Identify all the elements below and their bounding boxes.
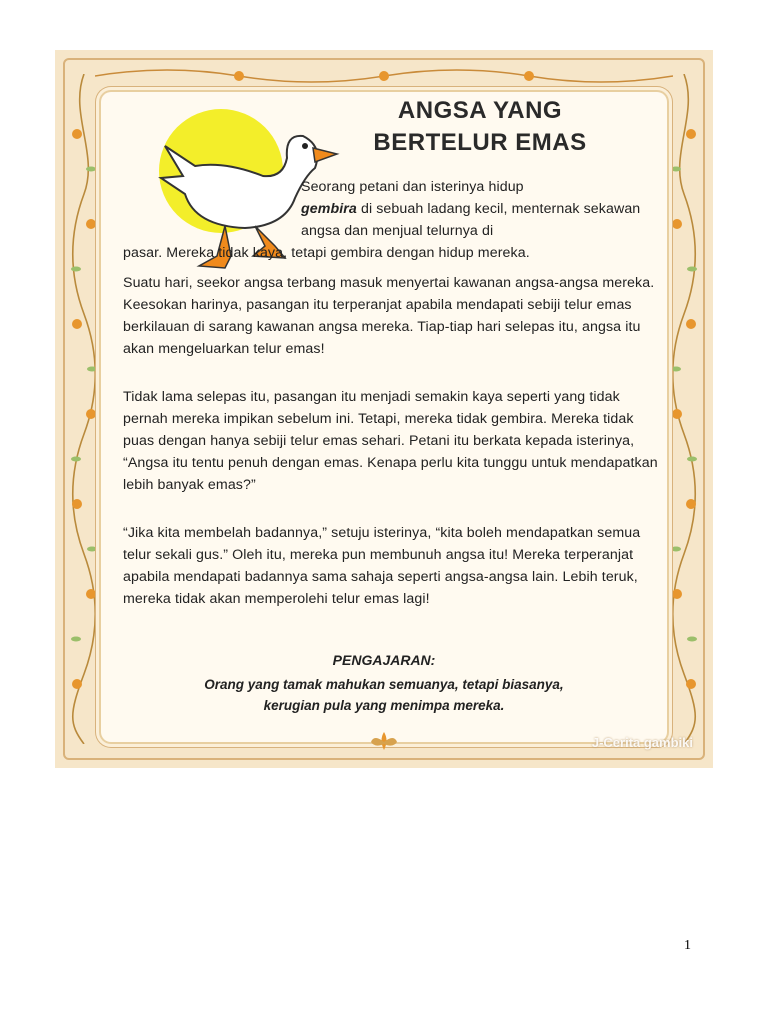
watermark: J-Cerita gambiki [591, 735, 693, 750]
page-number: 1 [684, 938, 691, 953]
paragraph-1-end [123, 242, 663, 264]
lesson-text [155, 674, 613, 716]
paragraph-1 [301, 176, 657, 242]
story-title [325, 95, 635, 159]
paragraph-2 [123, 272, 663, 360]
paragraph-3 [123, 386, 663, 496]
paragraph-4 [123, 522, 663, 610]
paragraph-1-rest: di sebuah ladang kecil, menternak sekawan angsa dan menjual telurnya di [301, 201, 641, 239]
ornament-icon [369, 730, 399, 752]
lesson-heading: PENGAJARAN: [332, 652, 436, 668]
emphasis-word: gembira [301, 201, 357, 217]
paragraph-1-end-text: pasar. Mereka tidak kaya, tetapi gembira dengan hidup mereka. [123, 245, 530, 261]
floral-border-right [667, 74, 701, 744]
story-card [55, 50, 713, 768]
paragraph-3-text: Tidak lama selepas itu, pasangan itu menjadi semakin kaya seperti yang tidak pernah mereka impikan sebelum ini. Tetapi, mereka tidak gembira. Mereka tidak puas dengan hanya sebiji telur emas sehari. Petani itu berkata kepada isterinya, “Angsa itu tentu penuh dengan emas. Kenapa perlu kita tunggu untuk mendapatkan lebih banyak emas?” [123, 389, 658, 493]
lesson-line-1: Orang yang tamak mahukan semuanya, tetapi biasanya, [204, 677, 564, 692]
paragraph-1-lead: Seorang petani dan isterinya hidup [301, 179, 524, 195]
lesson-line-2: kerugian pula yang menimpa mereka. [263, 698, 505, 713]
title-line-2: BERTELUR EMAS [373, 129, 587, 156]
paragraph-4-text: “Jika kita membelah badannya,” setuju isterinya, “kita boleh mendapatkan semua telur sekali gus.” Oleh itu, mereka pun membunuh angsa itu! Mereka terperanjat apabila mendapati badannya sama sahaja seperti angsa-angsa lain. Lebih teruk, mereka tidak akan memperolehi telur emas lagi! [123, 525, 641, 607]
title-line-1: ANGSA YANG [397, 97, 563, 124]
paragraph-2-text: Suatu hari, seekor angsa terbang masuk menyertai kawanan angsa-angsa mereka. Keesokan harinya, pasangan itu terperanjat apabila mendapati sebiji telur emas berkilauan di sarang kawanan angsa mereka. Tiap-tiap hari selepas itu, angsa itu akan mengeluarkan telur emas! [123, 275, 655, 357]
floral-border-top [95, 64, 673, 88]
floral-border-left [67, 74, 101, 744]
